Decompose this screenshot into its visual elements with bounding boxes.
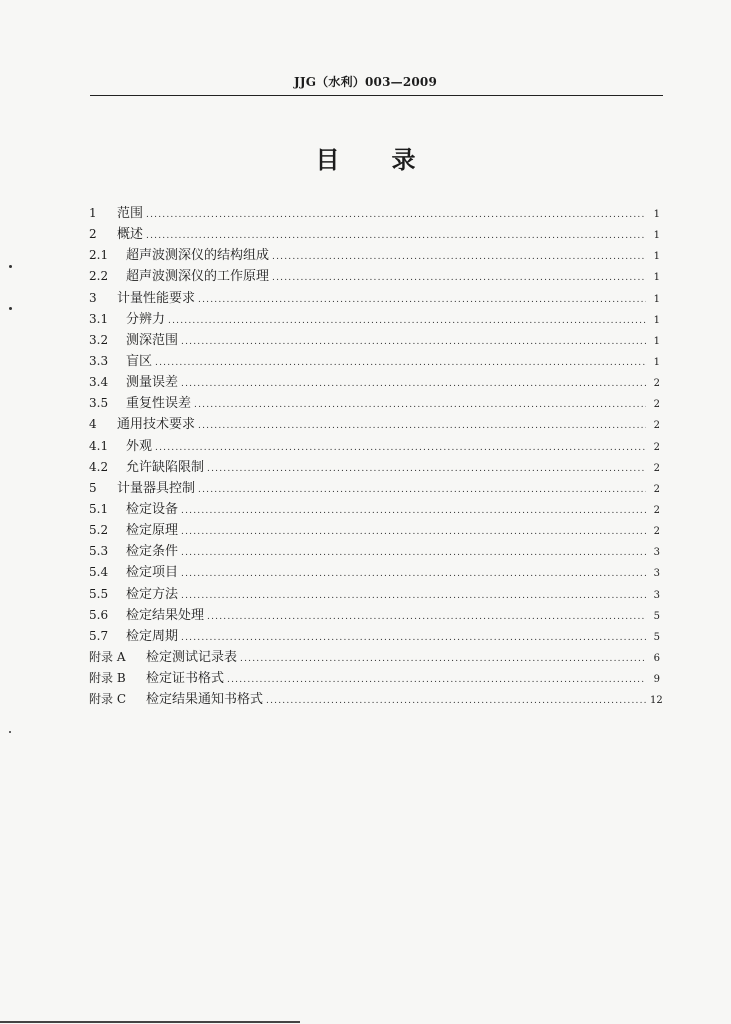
toc-entry-page: 2	[653, 504, 660, 516]
toc-entry-number: 5.7	[89, 628, 109, 643]
toc-dot-leader	[227, 670, 646, 691]
toc-entry-page: 9	[653, 674, 660, 686]
scan-speck	[9, 307, 12, 310]
toc-entry-page: 1	[653, 272, 660, 284]
toc-entry[interactable]	[89, 689, 663, 710]
toc-entry-number: 2	[89, 227, 97, 242]
toc-dot-leader	[181, 332, 646, 353]
toc-entry-label: 检定设备	[126, 501, 179, 517]
toc-entry[interactable]	[89, 393, 660, 414]
toc-entry-page: 2	[653, 441, 660, 453]
toc-dot-leader	[146, 205, 646, 226]
toc-dot-leader	[198, 416, 646, 437]
toc-entry-number: 2.1	[89, 248, 109, 263]
toc-entry-number: 5.2	[89, 523, 109, 538]
toc-entry-number: 3	[89, 290, 97, 305]
toc-entry-number: 3.3	[89, 353, 109, 368]
toc-entry-page: 1	[653, 230, 660, 242]
toc-entry-label: 检定测试记录表	[146, 649, 238, 665]
toc-entry-label: 检定结果处理	[126, 607, 205, 623]
toc-entry[interactable]	[89, 520, 660, 541]
toc-entry-label: 重复性误差	[126, 396, 192, 412]
scan-speck	[9, 265, 12, 268]
document-code-header: JJG（水利）003—2009	[293, 75, 438, 89]
toc-entry[interactable]	[89, 203, 660, 224]
toc-entry[interactable]	[89, 647, 660, 668]
toc-entry-label: 计量器具控制	[117, 480, 196, 496]
toc-dot-leader	[266, 691, 646, 712]
toc-entry[interactable]	[89, 309, 660, 330]
toc-entry-page: 1	[653, 251, 660, 263]
toc-dot-leader	[198, 480, 646, 501]
toc-entry-label: 检定证书格式	[146, 671, 225, 687]
page-title: 目录	[315, 145, 468, 174]
toc-entry-number: 3.4	[89, 375, 109, 390]
toc-entry-number: 附录 C	[89, 692, 126, 707]
toc-entry[interactable]	[89, 562, 660, 583]
toc-dot-leader	[181, 501, 646, 522]
toc-entry-label: 分辨力	[126, 311, 166, 327]
toc-entry-page: 12	[650, 695, 663, 707]
toc-entry-page: 2	[653, 462, 660, 474]
toc-dot-leader	[146, 226, 646, 247]
toc-entry-page: 2	[653, 378, 660, 390]
toc-entry[interactable]	[89, 584, 660, 605]
toc-entry-label: 通用技术要求	[117, 417, 196, 433]
toc-entry-label: 概述	[117, 227, 144, 243]
toc-entry[interactable]	[89, 351, 660, 372]
toc-entry-label: 检定结果通知书格式	[146, 692, 264, 708]
toc-dot-leader	[194, 395, 646, 416]
toc-entry-number: 5.5	[89, 586, 109, 601]
toc-dot-leader	[181, 564, 646, 585]
toc-entry-label: 检定条件	[126, 544, 179, 560]
scan-speck	[9, 731, 11, 733]
toc-entry-page: 5	[653, 610, 660, 622]
toc-entry[interactable]	[89, 668, 660, 689]
toc-dot-leader	[155, 353, 646, 374]
table-of-contents	[89, 203, 663, 710]
toc-entry-page: 1	[653, 335, 660, 347]
toc-dot-leader	[181, 374, 646, 395]
toc-entry[interactable]	[89, 436, 660, 457]
toc-entry[interactable]	[89, 478, 660, 499]
toc-entry[interactable]	[89, 457, 660, 478]
toc-entry[interactable]	[89, 499, 660, 520]
toc-dot-leader	[207, 607, 646, 628]
toc-dot-leader	[240, 649, 646, 670]
toc-entry-page: 6	[653, 652, 660, 664]
toc-entry[interactable]	[89, 288, 660, 309]
toc-entry-number: 附录 A	[89, 649, 126, 664]
toc-entry-number: 5.6	[89, 607, 109, 622]
toc-entry[interactable]	[89, 541, 660, 562]
toc-dot-leader	[181, 522, 646, 543]
toc-entry-label: 计量性能要求	[117, 290, 196, 306]
toc-entry[interactable]	[89, 605, 660, 626]
toc-entry-page: 2	[653, 483, 660, 495]
toc-entry-page: 3	[653, 568, 660, 580]
toc-entry-label: 检定方法	[126, 586, 179, 602]
toc-entry[interactable]	[89, 266, 660, 287]
toc-entry-label: 检定周期	[126, 628, 179, 644]
header-rule	[90, 95, 663, 96]
toc-entry[interactable]	[89, 414, 660, 435]
toc-dot-leader	[181, 586, 646, 607]
toc-entry[interactable]	[89, 330, 660, 351]
toc-entry-label: 测深范围	[126, 332, 179, 348]
toc-entry-number: 3.1	[89, 311, 109, 326]
toc-entry-page: 3	[653, 589, 660, 601]
toc-entry-page: 1	[653, 314, 660, 326]
toc-entry-label: 检定原理	[126, 523, 179, 539]
toc-entry-number: 5.1	[89, 501, 109, 516]
toc-entry-number: 附录 B	[89, 671, 126, 686]
toc-entry[interactable]	[89, 245, 660, 266]
toc-entry-number: 2.2	[89, 269, 109, 284]
toc-entry[interactable]	[89, 224, 660, 245]
scan-edge-line	[0, 1021, 300, 1023]
toc-entry-page: 1	[653, 356, 660, 368]
toc-entry-number: 3.5	[89, 396, 109, 411]
toc-entry-label: 超声波测深仪的结构组成	[126, 248, 270, 264]
toc-entry-label: 允许缺陷限制	[126, 459, 205, 475]
toc-entry-page: 2	[653, 420, 660, 432]
toc-entry-number: 1	[89, 206, 97, 220]
toc-dot-leader	[272, 268, 646, 289]
toc-entry-page: 2	[653, 526, 660, 538]
toc-dot-leader	[168, 311, 646, 332]
toc-entry-number: 3.2	[89, 332, 109, 347]
toc-entry-number: 5.3	[89, 544, 109, 559]
toc-entry-page: 5	[653, 631, 660, 643]
toc-entry-number: 4.2	[89, 459, 109, 474]
toc-entry-number: 5	[89, 480, 97, 495]
toc-entry-label: 超声波测深仪的工作原理	[126, 269, 270, 285]
toc-entry-label: 测量误差	[126, 375, 179, 391]
toc-entry-number: 5.4	[89, 565, 109, 580]
toc-entry[interactable]	[89, 626, 660, 647]
toc-entry-number: 4.1	[89, 438, 109, 453]
toc-dot-leader	[181, 543, 646, 564]
toc-dot-leader	[198, 290, 646, 311]
toc-dot-leader	[181, 628, 646, 649]
toc-entry-page: 1	[653, 293, 660, 305]
toc-entry-label: 检定项目	[126, 565, 179, 581]
toc-dot-leader	[207, 459, 646, 480]
toc-entry-page: 3	[653, 547, 660, 559]
toc-dot-leader	[272, 247, 646, 268]
toc-entry-label: 范围	[117, 206, 144, 221]
toc-entry-page: 1	[653, 209, 660, 220]
toc-entry-label: 盲区	[126, 353, 153, 369]
toc-entry-label: 外观	[126, 438, 153, 454]
toc-entry-page: 2	[653, 399, 660, 411]
toc-entry-number: 4	[89, 417, 97, 432]
toc-entry[interactable]	[89, 372, 660, 393]
toc-dot-leader	[155, 438, 646, 459]
